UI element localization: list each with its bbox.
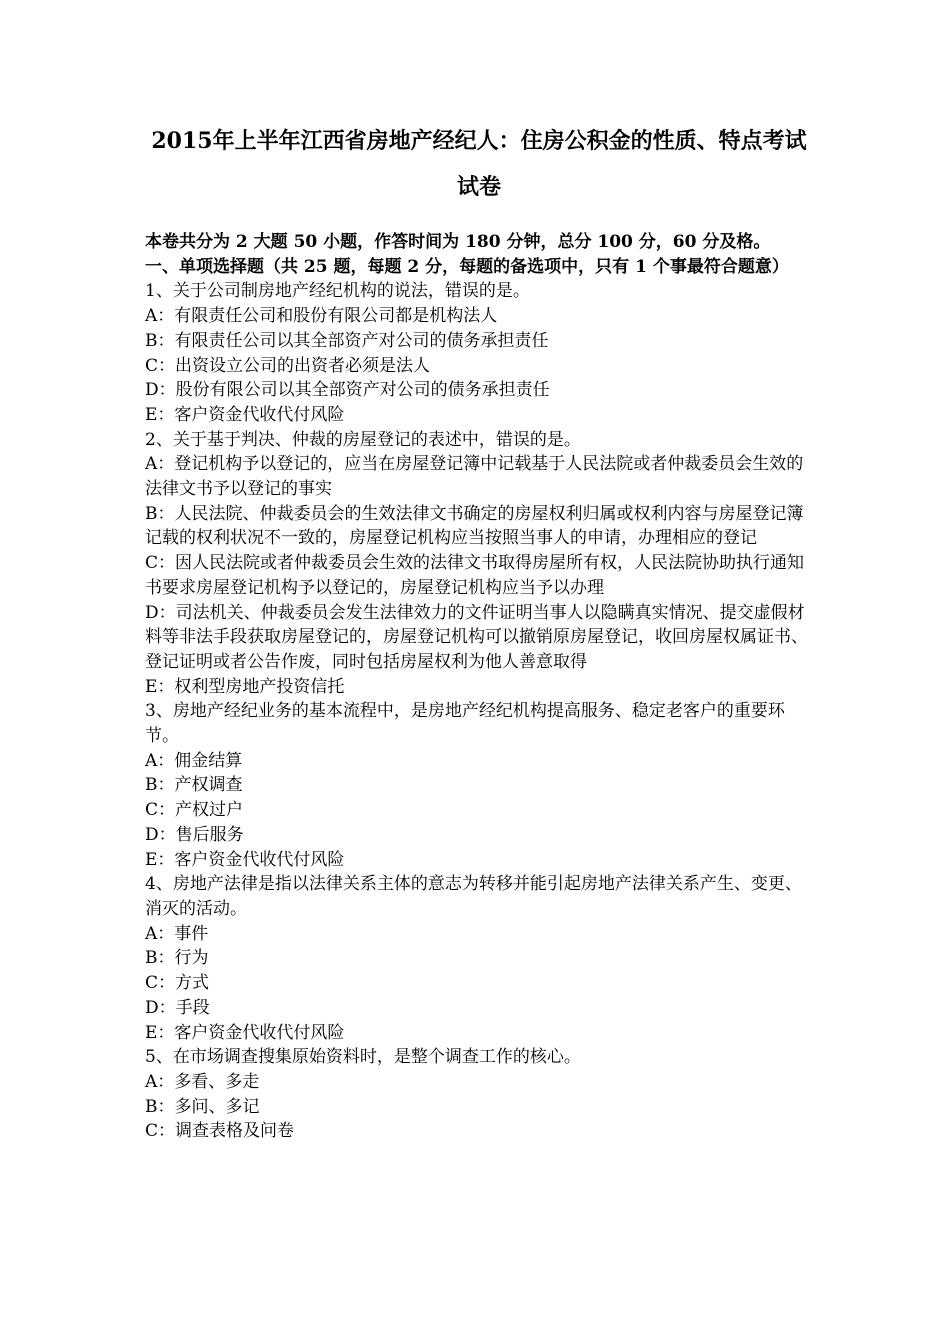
option-c: C：产权过户 [145,800,244,821]
exam-instructions: 本卷共分为 2 大题 50 小题，作答时间为 180 分钟，总分 100 分，60 分及格。 [145,232,771,252]
question-block [145,699,813,872]
question-block [145,872,813,1045]
option-d: D：司法机关、仲裁委员会发生法律效力的文件证明当事人以隐瞒真实情况、提交虚假材料等非法手段获取房屋登记的，房屋登记机构可以撤销原房屋登记，收回房屋权属证书、登记证明或者公告作废，同时包括房屋权利为他人善意取得 [145,602,808,672]
option-c: C：出资设立公司的出资者必须是法人 [145,355,431,376]
option-d: D：手段 [145,997,210,1018]
option-e: E：客户资金代收代付风险 [145,1022,345,1043]
question-block [145,279,813,427]
option-b: B：人民法院、仲裁委员会的生效法律文书确定的房屋权利归属或权利内容与房屋登记簿记载的权利状况不一致的，房屋登记机构应当按照当事人的申请，办理相应的登记 [145,503,804,549]
question-block [145,428,813,700]
option-a: A：有限责任公司和股份有限公司都是机构法人 [145,306,498,327]
option-a: A：事件 [145,923,209,944]
option-c: C：方式 [145,973,210,994]
option-d: D：股份有限公司以其全部资产对公司的债务承担责任 [145,380,550,401]
option-c: C：调查表格及问卷 [145,1121,295,1142]
option-e: E：客户资金代收代付风险 [145,849,345,870]
option-a: A：多看、多走 [145,1071,260,1092]
document-title: 2015年上半年江西省房地产经纪人：住房公积金的性质、特点考试 [151,128,807,154]
option-e: E：客户资金代收代付风险 [145,404,345,425]
option-a: A：佣金结算 [145,750,243,771]
option-b: B：多问、多记 [145,1096,260,1117]
option-e: E：权利型房地产投资信托 [145,676,345,697]
question-stem: 2、关于基于判决、仲裁的房屋登记的表述中，错误的是。 [145,429,581,450]
document-title-continued: 试卷 [456,174,501,200]
question-stem: 1、关于公司制房地产经纪机构的说法，错误的是。 [145,281,530,302]
question-stem: 5、在市场调查搜集原始资料时，是整个调查工作的核心。 [145,1047,581,1068]
question-block [145,1045,813,1144]
section-heading: 一、单项选择题（共 25 题，每题 2 分，每题的备选项中，只有 1 个事最符合题意） [145,256,789,277]
option-b: B：有限责任公司以其全部资产对公司的债务承担责任 [145,330,549,351]
question-stem: 3、房地产经纪业务的基本流程中，是房地产经纪机构提高服务、稳定老客户的重要环节。 [145,701,785,747]
option-b: B：产权调查 [145,775,243,796]
option-d: D：售后服务 [145,824,244,845]
option-c: C：因人民法院或者仲裁委员会生效的法律文书取得房屋所有权，人民法院协助执行通知书要求房屋登记机构予以登记的，房屋登记机构应当予以办理 [145,553,805,598]
option-a: A：登记机构予以登记的，应当在房屋登记簿中记载基于人民法院或者仲裁委员会生效的法律文书予以登记的事实 [145,454,804,500]
document-page [145,118,813,1144]
question-stem: 4、房地产法律是指以法律关系主体的意志为转移并能引起房地产法律关系产生、变更、消灭的活动。 [145,874,802,919]
option-b: B：行为 [145,948,209,969]
